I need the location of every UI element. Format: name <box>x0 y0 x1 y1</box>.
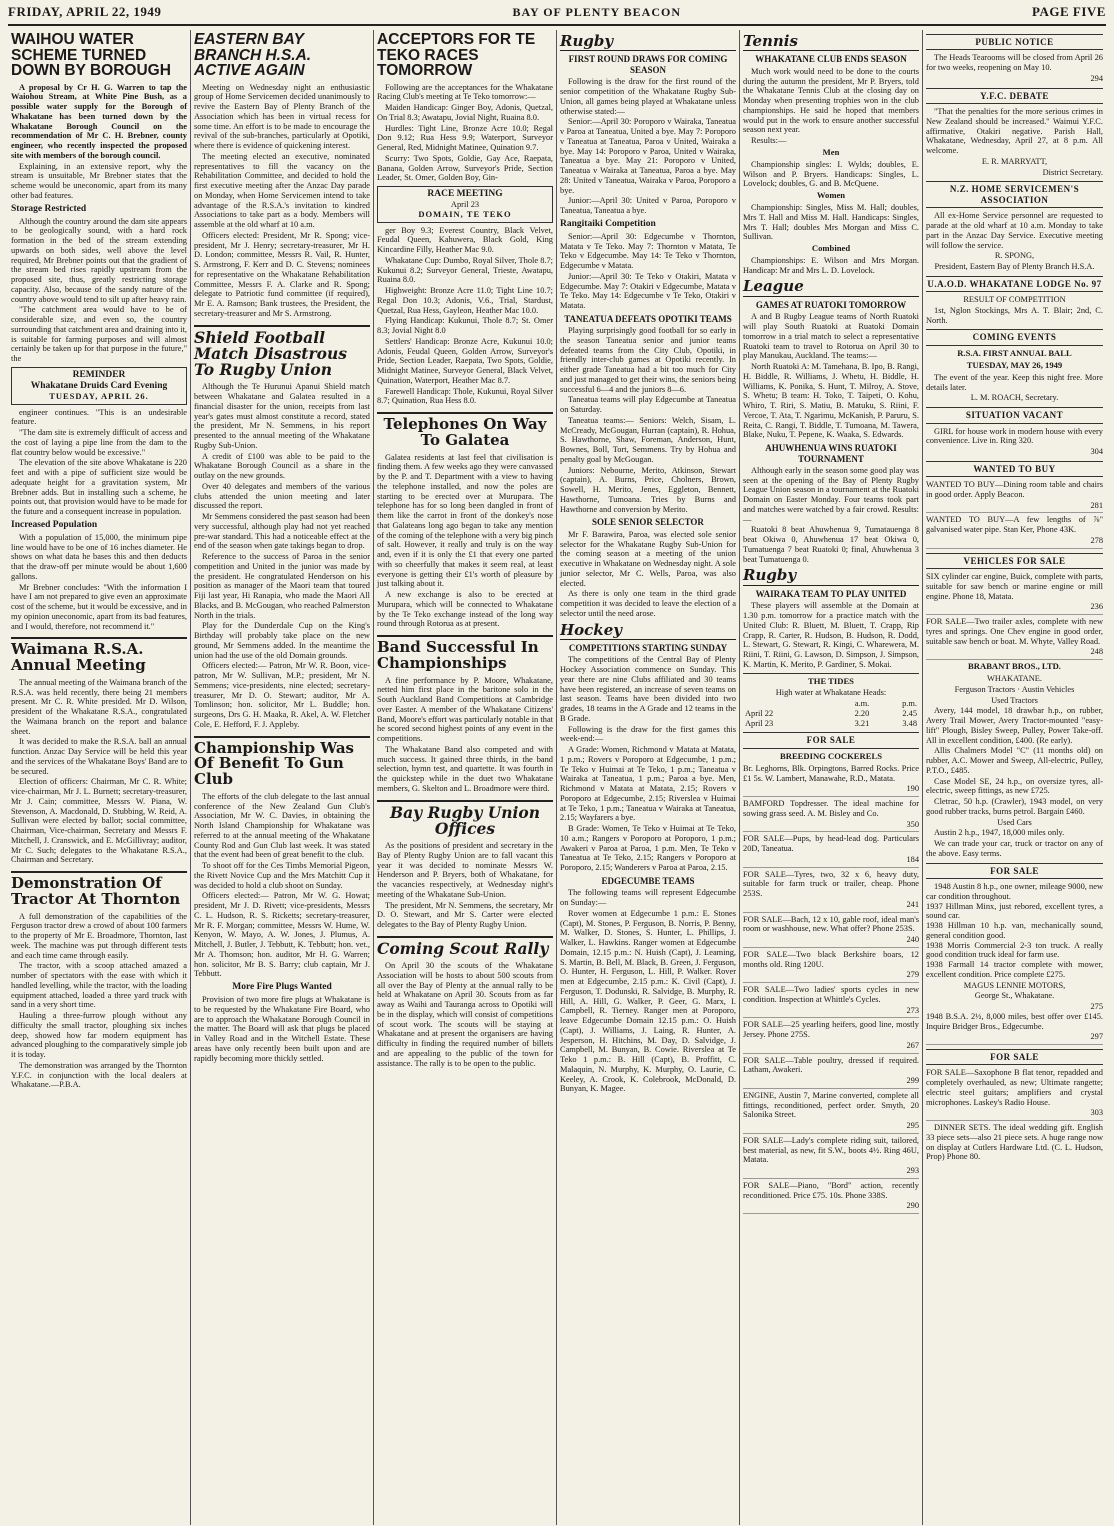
paragraph: Much work would need to be done to the courts during the autumn the president, Mr P. Bryers, told the Whakatane Tennis Club at the closing day on Monday when presenting trophies won in the club championships. He said he hoped that members would put in the work to ensure another successful season next year. <box>743 66 919 135</box>
ad-text: FOR SALE—Bach, 12 x 10, gable roof, ideal man's room or washhouse, new. What offer? Phone 253S. <box>743 914 919 934</box>
paragraph: Reference to the success of Paroa in the senior competition and United in the junior was made by the president. He congratulated Henderson on his position as manager of the Maori team that toured Fiji last year, Hi Ranapia, who made the Maori All Blacks, and B. McGougan, who reached Palmerston North in the trials. <box>194 552 370 620</box>
headline-wairaka-team: WAIRAKA TEAM TO PLAY UNITED <box>755 588 907 599</box>
ad-number: 304 <box>1090 447 1103 456</box>
classified-ad <box>926 1068 1103 1121</box>
ad-number: 240 <box>906 935 919 945</box>
paragraph: As the positions of president and secretary in the Bay of Plenty Rugby Union are to fall vacant this year it was decided to nominate Messrs W. Henderson and P. Bryers, both of Whakatane, for the vacancies respectively, at Wednesday night's meeting of the Whakatane Sub-Union. <box>377 841 553 899</box>
tides-title: THE TIDES <box>808 675 854 686</box>
brabant-used-cars: Used Cars <box>997 817 1032 827</box>
ad-number: 275 <box>1090 1002 1103 1012</box>
notice-signature: E. R. MARRYATT, <box>981 156 1048 166</box>
race-meeting-box <box>377 186 553 223</box>
paragraph: Officers elected:— Patron, Mr W. G. Howat; president, Mr J. D. Rivett; vice-presidents, Messrs C. L. Hudson, R. S. Ricketts; secretary-treasurer, Mr R. F. Morgan; committee, Messrs W. Hume, W. Kenyon, W. Mayo, A. W. Jones, J. Plumus, A. Mitchell, J. Butler, J. Tebbutt, K. Tebbutt; hon. vet., Mr A. Thomson; hon. auditor, Mr H. G. Warren; hon. solicitor, Mr B. S. Barry; club captain, Mr J. Tebbutt. <box>194 891 370 979</box>
ad-text: Allis Chalmers Model "C" (11 months old) on rubber, A.C. Mower and Sweep, All-electric, Pulley, P.T.O., £485. <box>926 746 1103 775</box>
section-rugby: Rugby <box>560 33 736 51</box>
ad-number: 267 <box>906 1040 919 1050</box>
columns <box>8 30 1106 1525</box>
column-1 <box>8 30 191 1525</box>
paragraph: To shoot off for the Ces Timbs Memorial Pigeon, the Rivett Novice Cup and the Mrs Matchitt Cup it was decided to hold a club shoot on Sunday. <box>194 861 370 890</box>
tide-pm: 3.48 <box>902 718 917 728</box>
paragraph: The elevation of the site above Whakatane is 220 feet and with a pipe of sufficient size would be adequate height for a gravitation system, Mr Brebner adds. But in installing such a scheme, he points out, that provision would have to be made for the future and a consequent increase in population. <box>11 458 187 517</box>
notice-heading: Y.F.C. DEBATE <box>926 88 1103 104</box>
headline-shield-football: Shield Football Match Disastrous To Rugby Union <box>194 325 370 379</box>
section-hockey: Hockey <box>560 622 736 640</box>
ad-text: WANTED TO BUY—A few lengths of ⅞" galvanised water pipe. Stan Ker, Phone 43K. <box>926 515 1103 535</box>
column-2 <box>191 30 374 1525</box>
paragraph: On April 30 the scouts of the Whakatane Association will be hosts to about 500 scouts from all over the Bay of Plenty at the annual rally to be held at Whakatane on April 30. Scouts from as far away as Waihi and Tauranga across to Opotiki will be in the display, which will consist of competitions of scout work. The scouts will be staying at Whakatane and at present the organisers are having difficulty in finding the required number of billets and are appealing to the public of the town for assistance. The rally is to be open to the public. <box>377 961 553 1068</box>
paragraph: A fine performance by P. Moore, Whakatane, netted him first place in the baritone solo in the South Auckland Band Competitions at Cambridge over Easter. A member of the Whakatane Citizens' Band, Moore's effort was particularly notable in that he scored second highest points of any event in the competitions. <box>377 675 553 744</box>
tide-day: April 23 <box>745 718 774 728</box>
paragraph: Championship singles: I. Wylds; doubles, E. Wilson and P. Bryers. Handicaps: Singles, L. Lovelock; doubles, G. and B. McQuene. <box>743 159 919 189</box>
column-3 <box>374 30 557 1525</box>
paragraph: The president, Mr N. Semmens, the secretary, Mr D. O. Stewart, and Mr S. Carter were elected delegates to the Bay of Plenty Rugby Union. <box>377 900 553 930</box>
notice-date: TUESDAY, MAY 26, 1949 <box>966 359 1063 370</box>
paragraph: Meeting on Wednesday night an enthusiastic group of Home Servicemen decided unanimously to revive the Eastern Bay of Plenty Branch of the Association which has been in virtual recess for some time. An effort is to be made to encourage the revival of the sub-branches, particularly at Opotiki, where there is evidence of quickening interest. <box>194 82 370 150</box>
section-league: League <box>743 278 919 296</box>
masthead <box>8 4 1106 26</box>
paragraph: Junior:—April 30: Te Teko v Otakiri, Matata v Edgecumbe. May 7: Otakiri v Edgecumbe, Matata v Te Teko. May 14: Edgecumbe v Te Teko, Otakiri v Matata. <box>560 271 736 311</box>
tides-col-am: a.m. <box>854 699 870 709</box>
paragraph: Following is the draw for the first games this week-end:— <box>560 724 736 744</box>
column-4 <box>557 30 740 1525</box>
newspaper-title: BAY OF PLENTY BEACON <box>512 5 682 19</box>
brabant-subtitle: WHAKATANE. <box>987 674 1042 684</box>
paragraph: Hurdles: Tight Line, Bronze Acre 10.0; Regal Don 9.12; Rua Hess 9.9; Waterport, Surveyor General, Red, Midnight Matinee, Quination 9.7. <box>377 123 553 152</box>
classified-ad <box>743 799 919 832</box>
ad-number: 241 <box>906 899 919 909</box>
paragraph: Officers elected: President, Mr R. Spong; vice-president, Mr J. Henry; secretary-treasurer, Mr H. D. London; committee, Messrs R. Vail, R. Hunter, S. Armstrong, F. Kerr and D. C. Stevens; nominees for representative on the Whakatane Rehabilitation Committee, Messrs F. A. Clarke and R. Spong; delegate to Patriotic fund committee (if required), Mr E. A. Ramson; Bank trustees, the President, the secretary-treasurer and Mr S. Armstrong. <box>194 230 370 318</box>
tides-table <box>743 699 919 728</box>
paragraph: Results:— <box>751 136 787 146</box>
ad-number: 297 <box>1090 1032 1103 1042</box>
tide-am: 3.21 <box>854 718 870 728</box>
paragraph: B Grade: Women, Te Teko v Huimai at Te Teko, 10 a.m.; Rangers v Poroporo at Poroporo, 1 p.m.; Awakeri v Paroa at Paroa, 1 p.m. Men, Te Teko v Taneatua at Te Teko, 2.15; Rangers v Poroporo at Poroporo, 2.15; Wanderers v Paroa at Paroa, 2.15. <box>560 824 736 873</box>
paragraph: The competitions of the Central Bay of Plenty Hockey Association commence on Sunday. This year there are nine Clubs affiliated and 30 teams have been registered, an increase of seven teams on last season. Teams have been divided into two grades, 18 teams in the A Grade and 12 teams in the B Grade. <box>560 655 736 723</box>
section-rugby: Rugby <box>743 567 919 585</box>
headline-club-ends-season: WHAKATANE CLUB ENDS SEASON <box>755 54 907 65</box>
tides-subtitle: High water at Whakatane Heads: <box>775 688 887 698</box>
column-6 <box>923 30 1106 1525</box>
paragraph: Officers elected:— Patron, Mr W. R. Boon, vice-patron, Mr W. Sullivan, M.P.; president, Mr N. Semmens; vice-presidents, nine elected; secretary-treasurer, Mr D. O. Stewart; auditor, Mr A. Tomlinson; hon. solicitor, Mr L. Buddle; hon. surgeons, Drs G. H. Maaka, R. Akel, A. W. Fletcher Cole, E. Hefford, F. J. Appleby. <box>194 661 370 729</box>
classified-heading: FOR SALE <box>926 1049 1103 1065</box>
headline-bay-rugby-offices: Bay Rugby Union Offices <box>377 800 553 838</box>
brabant-line: Ferguson Tractors · Austin Vehicles <box>954 684 1075 694</box>
headline-scout-rally: Coming Scout Rally <box>377 936 553 957</box>
paragraph: Flying Handicap: Kukunui, Thole 8.7; St. Omer 8.3; Jovial Night 8.0 <box>377 316 553 336</box>
paragraph: Ruatoki 8 beat Ahuwhenua 9, Tumatauenga 8 beat Okiwa 0, Ahuwhenua 17 beat Okiwa 0, Tumatuenga 7 beat Ruatoki 0; final, Ahuwhenua 3 beat Tumatuenga 0. <box>743 525 919 564</box>
paragraph: Provision of two more fire plugs at Whakatane is to be requested by the Whakatane Fire Board, who are to approach the Whakatane Borough Council in the matter. The Board will ask that plugs be placed in Valley Road and in the Witchell Estate. These areas have only recently been built upon and are rapidly becoming more thickly settled. <box>194 995 370 1063</box>
paragraph: A Grade: Women, Richmond v Matata at Matata, 1 p.m.; Rovers v Poroporo at Edgecumbe, 1 p.m.; Te Teko v Huimai at Te Teko, 1 p.m.; Taneatua v Wairaka at Taneatua, 1 p.m.; Paroa a bye. Men, Richmond v Matata at Matata, 2.15; Rovers v Poroporo at Edgecumbe, 2.15; Riverslea v Huimai at Te Teko, 1 p.m.; Taneatua v Wairaka at Taneatua, 2.15; Wayfarers a bye. <box>560 745 736 823</box>
paragraph: As there is only one team in the third grade competition it was decided to leave the election of a selector until the need arose. <box>560 589 736 618</box>
notice-heading: PUBLIC NOTICE <box>926 34 1103 50</box>
classified-ad <box>743 950 919 983</box>
ad-text: FOR SALE—Piano, "Bord" action, recently reconditioned. Price £75. 10s. Phone 338S. <box>743 1180 919 1200</box>
race-meeting-place: DOMAIN, TE TEKO <box>418 208 512 219</box>
notice-text: 1st, Nglon Stockings, Mrs A. T. Blair; 2nd, C. North. <box>926 305 1103 325</box>
headline-te-teko-races: ACCEPTORS FOR TE TEKO RACES TOMORROW <box>377 31 536 79</box>
paragraph: The demonstration was arranged by the Thornton Y.F.C. in conjunction with the local dealers at Whakatane.—P.B.A. <box>11 1060 187 1090</box>
notice-heading: COMING EVENTS <box>926 329 1103 345</box>
subheading: Men <box>822 146 840 157</box>
notice-text: "That the penalties for the more serious crimes in New Zealand should be increased." Waimui Y.F.C. affirmative, Otakiri negative. Parish Hall, Whakatane, Wednesday, April 27, at 8 p.m. All welcome. <box>926 107 1103 156</box>
headline-gun-club: Championship Was Of Benefit To Gun Club <box>194 736 370 788</box>
divider <box>743 673 919 674</box>
notice-signature: District Secretary. <box>1042 167 1103 177</box>
paragraph: Following is the draw for the first round of the senior competition of the Whakatane Rugby Sub-Union, all games being played at Whakatane unless otherwise stated:— <box>560 77 736 116</box>
race-meeting-title: RACE MEETING <box>427 189 503 199</box>
paragraph: The efforts of the club delegate to the last annual conference of the New Zealand Gun Club's Association, Mr W. C. Davies, in obtaining the North Island Championship for Whakatane was referred to at the annual meeting of the Whakatane County Rod and Gun Club last week. It was stated that the event had been of great benefit to the club. <box>194 791 370 860</box>
ad-number: 294 <box>1090 73 1103 83</box>
ad-signature: MAGUS LENNIE MOTORS, <box>963 980 1066 990</box>
issue-date: FRIDAY, APRIL 22, 1949 <box>8 4 162 19</box>
headline-ahuwhenua-wins: AHUWHENUA WINS RUATOKI TOURNAMENT <box>765 443 897 464</box>
ad-text: GIRL for house work in modern house with every convenience. Live in. Ring 320. <box>926 426 1103 446</box>
classified-heading: FOR SALE <box>926 863 1103 879</box>
paragraph: Taneatua teams will play Edgecumbe at Taneatua on Saturday. <box>560 395 736 415</box>
classified-heading: SITUATION VACANT <box>926 407 1103 423</box>
ad-text: FOR SALE—Tyres, two, 32 x 6, heavy duty, suitable for farm truck or trailer, cheap. Phone 253S. <box>743 869 919 899</box>
paragraph: Play for the Dunderdale Cup on the King's Birthday will probably take place on the new ground, Mr Semmens added. In the meantime the union had the use of the old Domain grounds. <box>194 621 370 660</box>
notice-text: All ex-Home Service personnel are requested to parade at the old wharf at 10 a.m. Monday to take part in the Anzac Day Service. Executive meeting will follow the service. <box>926 211 1103 250</box>
notice-signature: President, Eastern Bay of Plenty Branch H.S.A. <box>934 262 1095 271</box>
notice-signature: L. M. ROACH, Secretary. <box>970 393 1059 403</box>
paragraph: Taneatua teams:— Seniors: Welch, Sisam, L. McCready, McGougan, Hurran (captain), R. Hohua, S. Hawthorne, Shaw, Foreman, Anderson, Hunt, Bownes, Boll, Tort, Semmens. Try by Hohua and penalty goal by McGougan. <box>560 415 736 464</box>
ad-number: 278 <box>1090 535 1103 545</box>
classified-ad <box>743 1056 919 1089</box>
ad-text: We can trade your car, truck or tractor on any of the above. Easy terms. <box>926 839 1103 858</box>
paragraph: A full demonstration of the capabilities of the Ferguson tractor drew a crowd of about 100 farmers to the property of Mr E. Broadmore, Thornton, last week. The machine was put through different tests and each time came through easily. <box>11 911 187 960</box>
paragraph: Farewell Handicap: Thole, Kukunui, Royal Silver 8.7; Quination, Rua Hess 8.0. <box>377 386 553 406</box>
classified-ad <box>743 764 919 797</box>
table-row <box>743 709 919 719</box>
tide-pm: 2.45 <box>902 708 917 718</box>
race-meeting-date: April 23 <box>450 200 480 210</box>
paragraph: Settlers' Handicap: Bronze Acre, Kukunui 10.0; Adonis, Feudal Queen, Golden Arrow, Surveyor's Pride, Section Leader, Raepata, Two Spots, Goldie, Midnight Matinee, Surveyor General, Black Velvet, Quination, Waterport, Heather Mac 8.7. <box>377 336 553 385</box>
paragraph: ger Boy 9.3; Everest Country, Black Velvet, Feudal Queen, Kahuwera, Black Gold, King Kincardine Filly, Heather Mac 9.0. <box>377 225 553 255</box>
classified-ad <box>743 915 919 948</box>
paragraph: The following teams will represent Edgecumbe on Sunday:— <box>560 888 736 908</box>
paragraph: Mr Semmens considered the past season had been very successful, although play had not yet reached pre-war standard. This had a noticeable effect at the end of the season when gate takings began to drop. <box>194 512 370 551</box>
notice-signature: R. SPONG, <box>994 251 1035 261</box>
ad-text: Case Model SE, 24 h.p., on oversize tyres, all-electric, sweep fittings, as new £725. <box>926 776 1103 796</box>
ad-text: FOR SALE—Pups, by head-lead dog. Particulars 20D, Taneatua. <box>743 834 919 854</box>
subheading: Increased Population <box>11 519 98 530</box>
ad-title: BREEDING COCKERELS <box>780 750 882 761</box>
classified-ad <box>743 1181 919 1214</box>
ad-signature: George St., Whakatane. <box>974 991 1055 1001</box>
headline-waimana-rsa: Waimana R.S.A. Annual Meeting <box>11 637 187 674</box>
paragraph: A new exchange is also to be erected at Murupara, which will be connected to Whakatane by the Te Teko exchange instead of the long way round through Rotorua as at present. <box>377 590 553 629</box>
headline-taneatua-defeats: TANEATUA DEFEATS OPOTIKI TEAMS <box>564 313 732 324</box>
headline-edgecumbe-teams: EDGECUMBE TEAMS <box>601 875 695 886</box>
ad-number: 281 <box>1090 500 1103 510</box>
headline-telephones-galatea: Telephones On Way To Galatea <box>377 412 553 449</box>
ad-number: 293 <box>906 1166 919 1176</box>
notice-heading: U.A.O.D. WHAKATANE LODGE No. 97 <box>926 276 1103 292</box>
brabant-used-tractors: Used Tractors <box>991 695 1038 705</box>
ad-text: SIX cylinder car engine, Buick, complete with parts, suitable for saw bench or marine engine or mill engine. Phone 18, Matata. <box>926 572 1103 601</box>
ad-number: 350 <box>906 819 919 829</box>
paragraph: Whakatane Cup: Dumbo, Royal Silver, Thole 8.7; Kukunui 8.2; Surveyor General, Trieste, Awatapu, Ruaina 8.0. <box>377 255 553 285</box>
paragraph: It was decided to make the R.S.A. ball an annual function. Anzac Day Service will be held this year and the services of the Whakatane Boys' Band are to be secured. <box>11 737 188 776</box>
ad-text: 1948 B.S.A. 2½, 8,000 miles, best offer over £145. Inquire Bridger Bros., Edgecumbe. <box>926 1011 1103 1031</box>
classified-ad <box>743 1020 919 1053</box>
paragraph: Hauling a three-furrow plough without any difficulty the small tractor, ploughing six inches deep, showed how far modern equipment has advanced ploughing to the comparatively simple job it is today. <box>11 1011 187 1060</box>
paragraph: Junior:—April 30: United v Paroa, Poroporo v Taneatua, Taneatua a bye. <box>560 196 736 216</box>
tide-am: 2.20 <box>854 708 870 718</box>
classified-ad <box>926 515 1103 548</box>
headline-tractor-demo: Demonstration Of Tractor At Thornton <box>11 871 187 908</box>
subheading: Storage Restricted <box>11 203 87 214</box>
paragraph: Championship: Singles, Miss M. Hall; doubles, Mrs T. Hall and Miss M. Hall. Handicaps: Singles, Mrs T. Hall; doubles Mrs Morgan and Miss C. Sullivan. <box>743 203 919 242</box>
paragraph: engineer continues. "This is an undesirable feature. <box>11 407 187 427</box>
paragraph: Highweight: Bronze Acre 11.0; Tight Line 10.7; Regal Don 10.3; Adonis, V.6., Trial, Stardust, Quetzal, Rua Hess, Gayleon, Heather Mac 10.0. <box>377 286 553 315</box>
ad-number: 248 <box>1090 647 1103 657</box>
headline-first-round-draws: FIRST ROUND DRAWS FOR COMING SEASON <box>568 54 728 75</box>
headline-sole-selector: SOLE SENIOR SELECTOR <box>592 517 704 528</box>
ad-text: FOR SALE—Two ladies' sports cycles in new condition. Inspection at Whittle's Cycles. <box>743 985 919 1004</box>
tides-col-pm: p.m. <box>902 699 917 709</box>
paragraph: Senior:—April 30: Poroporo v Wairaka, Taneatua v Paroa at Taneatua, United a bye. May 7: Poroporo v Taneatua at Taneatua, Paroa v United, Wairaka a bye. May 14: Poroporo v Paroa, United v Wairaka, Taneatua a bye. May 21: Poroporo v United, Taneatua v Wairaka at Taneatua, Paroa a bye. May 28: United v Taneatua, Wairaka v Paroa, Poroporo a bye. <box>560 117 736 195</box>
ad-text: FOR SALE—Saxophone B flat tenor, repadded and completely overhauled, as new; Ultimate rangette; electric steel guitars; amplifiers and crystal microphones. Laskey's Radio House. <box>926 1068 1103 1107</box>
classified-ad <box>743 1136 919 1179</box>
ad-text: Br. Leghorns, Blk. Orpingtons, Barred Rocks. Price £1 5s. W. Lambert, Manawahe, R.D., Matata. <box>743 763 919 783</box>
classified-heading: WANTED TO BUY <box>926 461 1103 477</box>
ad-text: WANTED TO BUY—Dining room table and chairs in good order. Apply Beacon. <box>926 480 1103 499</box>
table-row <box>743 719 919 729</box>
reminder-date: TUESDAY, APRIL 26. <box>49 390 149 401</box>
paragraph: Election of officers: Chairman, Mr C. R. White; vice-chairman, Mr J. L. Burnett; secretary-treasurer, Mr J. Cain; committee, Messrs W. Piana, W. Stevenson, A. Macdonald, D. Stubbing, W. Reid, A. Sullivan were elected by ballot; social committee, Chairman, Vice-chairman, Secretary and Messrs F. Mitchell, J. Cranswick, and E. McGillivray; auditor, Mr C. Such; delegates to the Whakatane R.S.A., Chairman and Secretary. <box>11 777 187 865</box>
headline-band-successful: Band Successful In Championships <box>377 635 553 672</box>
classified-ad <box>926 572 1103 615</box>
brabant-title: BRABANT BROS., LTD. <box>968 661 1061 672</box>
subheading: Rangitaiki Competition <box>560 218 656 229</box>
paragraph: Although the Te Hurunui Apanui Shield match between Whakatane and Galatea resulted in a financial disaster for the union, receipts from last year's gates must almost constitute a record, stated the president, Mr N. Semmens, in his report presented to the annual meeting of the Whakatane Rugby Sub-Union. <box>194 382 370 450</box>
classified-ad <box>743 870 919 913</box>
subheading: Women <box>816 190 846 201</box>
ad-number: 236 <box>1090 602 1103 612</box>
notice-subtitle: RESULT OF COMPETITION <box>963 295 1066 305</box>
paragraph: Championships: E. Wilson and Mrs Morgan. Handicap: Mr and Mrs L. D. Lovelock. <box>743 255 919 275</box>
column-5 <box>740 30 923 1525</box>
paragraph: Playing surprisingly good football for so early in the season Taneatua senior and junior teams defeated teams from the City Club, Opotiki, in friendly inter-club games at Opotiki recently. In either grade Taneatua had a bit too much for City and just managed to get their wins, the seniors being successful 6—4 and the juniors 8—6. <box>560 326 736 394</box>
ad-text: FOR SALE—Lady's complete riding suit, tailored, best material, as new, fit S.W., boots 4½. Ring 46U, Matata. <box>743 1135 919 1165</box>
headline-competitions-sunday: COMPETITIONS STARTING SUNDAY <box>568 643 728 654</box>
section-tennis: Tennis <box>743 33 919 51</box>
tides-header-row <box>743 699 919 709</box>
notice-text: The Heads Tearooms will be closed from April 26 for two weeks, reopening on May 10. <box>926 53 1103 73</box>
ad-text: Austin 2 h.p., 1947, 18,000 miles only. <box>934 828 1065 838</box>
paragraph: Mr Brebner concludes: "With the information I have I am not prepared to give even an approximate cost of the scheme, but it would be excessive, and in my opinion uneconomic, apart from its bad features, and I would, therefore, not recommend it." <box>11 582 187 631</box>
classified-ad <box>743 834 919 867</box>
paragraph: "The dam site is extremely difficult of access and the cost of laying a pipe line from the dam to the flat country below would be excessive." <box>11 428 187 457</box>
ad-number: 184 <box>906 854 919 864</box>
ad-number: 303 <box>1090 1108 1103 1118</box>
ad-text: FOR SALE—25 yearling heifers, good line, mostly Jersey. Phone 275S. <box>743 1020 919 1040</box>
paragraph: The annual meeting of the Waimana branch of the R.S.A. was held recently, there being 21 members present. Mr C. R. White presided. Mr D. Wilson, president of the Whakatane R.S.A., congratulated the Waimana branch on the report and balance sheet. <box>11 677 187 736</box>
headline-waihou-water: WAIHOU WATER SCHEME TURNED DOWN BY BOROUGH <box>11 31 171 79</box>
paragraph: A credit of £100 was able to be paid to the Whakatane Borough Council as a share in the outlay on the new grounds. <box>194 451 370 481</box>
paragraph: Maiden Handicap: Ginger Boy, Adonis, Quetzal, On Trial 8.3; Awatapu, Jovial Night, Ruaina 8.0. <box>377 103 553 122</box>
paragraph: Mr F. Barawira, Paroa, was elected sole senior selector for the Whakatane Rugby Sub-Union for the coming season at a meeting of the union executive in Whakatane on Wednesday night. A sole junior selector, Mr C. Wells, Paroa, was also elected. <box>560 529 736 588</box>
ad-text: Cletrac, 50 h.p. (Crawler), 1943 model, on very good rubber tracks, burns petrol. Bargain £460. <box>926 797 1103 816</box>
ad-text: 1948 Austin 8 h.p., one owner, mileage 9000, new car condition throughout. 1937 Hillman Minx, just rebored, excellent tyres, a sound car. 1938 Hillman 10 h.p. van, mechanically sound, general condition good. 1938 Morris Commercial 2-3 ton truck. A really good condition truck ideal for farm use. 1938 Farmall 14 tractor complete with mower, excellent condition. Price complete £275. <box>926 882 1103 979</box>
tide-day: April 22 <box>745 708 774 718</box>
ad-number: 273 <box>906 1005 919 1015</box>
classified-ad <box>926 480 1103 513</box>
reminder-line: Whakatane Druids Card Evening <box>30 380 168 391</box>
paragraph: The tractor, with a scoop attached amazed a number of spectators with the ease with which it handled levelling, while the tractor, with the loading equipment attached, loaded a three yard truck with sand in a very short time. <box>11 961 187 1010</box>
paragraph: The meeting elected an executive, nominated representatives to fill the vacancy on the Rehabilitation Committee, and decided to hold the first executive meeting after the Anzac Day parade on Monday, when Home Servicemen intend to take advantage of the R.S.A.'s invitation to kindred Associations to take part as a body. Members will assemble at the old wharf at 10 a.m. <box>194 151 370 229</box>
ad-number: 299 <box>906 1076 919 1086</box>
ad-text: BAMFORD Topdresser. The ideal machine for sowing grass seed. A. M. Bisley and Co. <box>743 799 919 818</box>
ad-text: FOR SALE—Two black Berkshire boars, 12 months old. Ring 120U. <box>743 949 919 969</box>
paragraph: Although early in the season some good play was seen at the opening of the Bay of Plenty Rugby League Union season in a tournament at the Ruatoki Domain on Easter Monday. Four teams took part and matches were watched by a fair crowd. Results:— <box>743 465 919 524</box>
reminder-title: REMINDER <box>72 369 126 380</box>
headline-eastern-bay-hsa: EASTERN BAY BRANCH H.S.A. ACTIVE AGAIN <box>194 31 312 79</box>
paragraph: The Whakatane Band also competed and with much success. It gained three thirds, in the band selection, hymn test, and quartette. It was fourth in the quickstep while in the duet two Whakatane members, G. Skelton and L. Broadmore were third. <box>377 744 553 793</box>
paragraph: These players will assemble at the Domain at 1.30 p.m. tomorrow for a practice match with the United Club: R. Bluett, M. Bluett, T. Crapp, Rip Crapp, R. Carter, R. Hudson, B. Hudson, R. Dodd, L. Stewart, G. Stewart, R. Kingi, C. Wharewera, M. Riini, T. Riini, G. Lawson, D. Simpson, J. Simpson, K. Martin, K. Merito, P. Gardiner, S. Mokai. <box>743 601 919 669</box>
paragraph: North Ruatoki A: M. Tamehana, B. Ipo, B. Rangi, H. Biddle, R. Williams, J. Whetu, H. Biddle, H. Williams, K. Ponika, S. Hunt, T. Milroy, A. Stove, S. Whetu; B team: H. Toko, T. Taipeti, O. Kohu, Whiro, T. Riri, S. Matiu, B. Matuku, S. Riini, F. Vercoe, T. Ata, T. Ngarimu, McKanish, P. Paruru, S. Reita, C. Rangi, T. Biddle, T. Tumoana, M. Tawera, Blake, Nuku, T. Pepene, K. Waaka, S. Edwards. <box>743 362 919 440</box>
notice-subtitle: R.S.A. FIRST ANNUAL BALL <box>957 347 1072 358</box>
ad-text: Avery, 144 model, 18 drawbar h.p., on rubber, Avery Trail Mower, Avery Tractor-mounted "easy-lift" Plough, Bisley Sweep, Pulley, Power Take-off. All in excellent condition, £400. (Re early). <box>926 706 1103 745</box>
notice-heading: N.Z. HOME SERVICEMEN'S ASSOCIATION <box>926 181 1103 208</box>
paragraph: Juniors: Nebourne, Merito, Atkinson, Stewart (captain), A. Burns, Price, Cholners, Brown, Sowell, H. Merito, Jenes, Eggleton, Bennett, Hawthorne, Tumoana. Tries by Burns and Hawthorne and conversion by Merito. <box>560 465 736 514</box>
paragraph: Galatea residents at last feel that civilisation is finding them. A few weeks ago they were canvassed by the P. and T. Department with a view to having the telephone installed, and now the poles are starting to be erected over at Murupara. The telephone has for so long been dangled in front of them like the carrot in front of the donkey's nose that Galateans long ago began to take any mention of the coming of the telephone with a very big pinch of salt. However, it really and truly is on the way and, even if it is only the £1 that every one parted with so cheerfully that makes it seem real, at least everyone is getting their £1's worth of pleasure by just talking about it. <box>377 452 553 589</box>
classified-ad <box>743 1091 919 1134</box>
subheading: Combined <box>811 243 851 254</box>
page-number: PAGE FIVE <box>1032 4 1106 19</box>
ad-text: ENGINE, Austin 7, Marine converted, complete all fittings, reconditioned, perfect order. Smyth, 20 Salonika Street. <box>743 1090 919 1120</box>
headline-games-ruatoki: GAMES AT RUATOKI TOMORROW <box>755 299 907 310</box>
classified-ad <box>926 1012 1103 1045</box>
paragraph: Although the country around the dam site appears to be geologically sound, with a hard rock formation in the bed of the stream extending upwards on both sides, well above the level required, Mr Brebner points out that the gradient of the stream bed rises rapidly upstream from the proposed site, thus, greatly restricting storage capacity. Also, because of the sandy nature of the country above would tend to silt up after heavy rain. <box>11 216 187 304</box>
ad-number: 295 <box>906 1121 919 1131</box>
classified-heading: FOR SALE <box>743 732 919 748</box>
paragraph: Scurry: Two Spots, Goldie, Gay Ace, Raepata, Banana, Golden Arrow, Surveyor's Pride, Section Leader, St. Omer, Golden Boy, Gin- <box>377 153 553 183</box>
paragraph: Senior:—April 30: Edgecumbe v Thornton, Matata v Te Teko. May 7: Thornton v Matata, Te Teko v Edgecumbe. May 14: Te Teko v Thornton, Edgecumbe v Matata. <box>560 231 736 271</box>
paragraph: A and B Rugby League teams of North Ruatoki will play South Ruatoki at Ruatoki Domain tomorrow in a trial match to select a representative Ruatoki team to travel to Rotorua on April 30 to play Manukau, Auckland. The teams:— <box>743 312 919 361</box>
ad-text: FOR SALE—Table poultry, dressed if required. Latham, Awakeri. <box>743 1055 919 1075</box>
classified-ad <box>926 617 1103 660</box>
classified-heading: VEHICLES FOR SALE <box>926 553 1103 569</box>
reminder-box <box>11 367 187 405</box>
ad-number: 290 <box>906 1201 919 1211</box>
paragraph: "The catchment area would have to be of considerable size, and even so, the country surrounding that catchment area and draining into it, is suitable for farming purposes and will almost certainly be taken up for that purpose in the future," the <box>11 305 187 364</box>
ad-text: DINNER SETS. The ideal wedding gift. English 33 piece sets—also 21 piece sets. A huge range now on display at Cutlers Hardware Ltd. (C. L. Hudson, Prop) Phone 80. <box>926 1123 1103 1162</box>
article-lead: A proposal by Cr H. G. Warren to tap the Waiohou Stream, at White Pine Bush, as a possible water supply for the Borough of Whakatane has been turned down by the Whakatane Borough Council on the recommendation of Mr C. H. Brebner, county engineer, who recently inspected the proposed site with members of the borough council. <box>11 82 187 160</box>
ad-number: 279 <box>906 970 919 980</box>
ad-text: FOR SALE—Two trailer axles, complete with new tyres and springs. One Chev engine in good order, suitable saw bench or boat. M. Whyte, Valley Road. <box>926 617 1103 646</box>
paragraph: Rover women at Edgecumbe 1 p.m.: E. Stones (Capt), M. Stones, P. Ferguson, B. Norris, P. Benny, M. Walker, D. Stones, S. Hunter, L. Phillips, J. Walker, L. Hawkins. Ranger women at Edgecumbe Domain, 12.15 p.m.: N. Huish (Capt), J. Leaming, S. Martin, B. Bell, M. Black, B. Green, J. Ferguson, O. Hunter, H. Ferguson, L. Hill, P. Walker. Rover men at Edgecumbe, 2.15 p.m.: K. Civil (Capt), J. Ferguson, T. Dodunski, R. Salvidge, B. Murphy, R. Hill, A. Hill, G. Walker, P. Geer, G. Marx, I. Campbell, R. Tierney. Ranger men at Poroporo, leave Edgecumbe Domain 12.15 p.m.: O. Huish (Capt), J. Williams, J. Laing, R. Hunter, A. Jesperson, H. Hitchins, M. Day, D. Salvidge, J. Campbell, M. Bunyan, B. Cowie. Riverslea at Te Teko 1 p.m.: B. Hill (Capt), B. Proffitt, C. Malaquin, N. Murphy, K. Murphy, O. Laurie, C. Keeley, A. Crook, K. Colebrook, McDonald, D. Bunyan, K. Magee. <box>560 908 736 1094</box>
subheading: More Fire Plugs Wanted <box>232 982 332 993</box>
ad-number: 190 <box>906 784 919 794</box>
classified-ad <box>743 985 919 1018</box>
paragraph: Explaining, in an extensive report, why the stream is unsuitable, Mr Brebner states that the scheme would be uneconomic, apart from its many other bad features. <box>11 161 187 200</box>
paragraph: Over 40 delegates and members of the various clubs attended the union meeting and later discussed the report. <box>194 481 370 511</box>
paragraph: Following are the acceptances for the Whakatane Racing Club's meeting at Te Teko tomorrow:— <box>377 82 553 102</box>
paragraph: With a population of 15,000, the minimum pipe line would have to be one of 16 inches diameter. He shows on what data he bases this and then deducts that the draw-off per minute would be about 1,600 gallons. <box>11 532 187 581</box>
notice-text: The event of the year. Keep this night free. More details later. <box>926 372 1103 392</box>
